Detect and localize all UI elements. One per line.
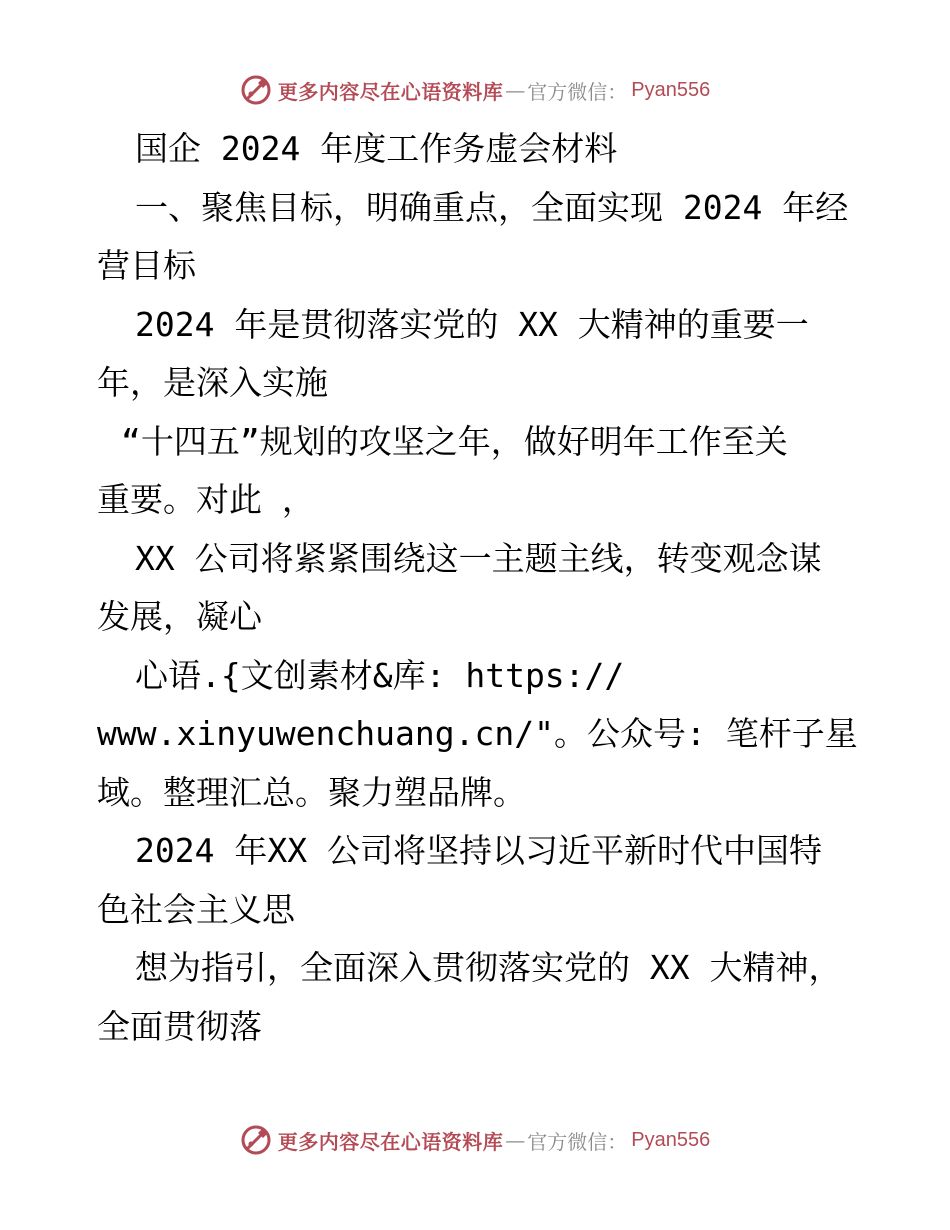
paragraph-line: “十四五”规划的攻坚之年，做好明年工作至关: [121, 421, 788, 461]
brand-logo-icon: [240, 1124, 272, 1156]
paragraph-line: 年，是深入实施: [97, 363, 328, 402]
paragraph-line: 心语.{文创素材&库: https://: [135, 655, 625, 695]
document-title: 国企 2024 年度工作务虚会材料: [135, 129, 618, 168]
paragraph-line: www.xinyuwenchuang.cn/"。公众号: 笔杆子星: [97, 714, 858, 753]
paragraph-line: 域。整理汇总。聚力塑品牌。: [97, 772, 526, 812]
brand-logo-icon: [240, 74, 272, 106]
banner-main-text: 更多内容尽在心语资料库: [277, 1129, 504, 1154]
banner-wechat-id: Pyan556: [631, 1128, 711, 1151]
banner-main-text: 更多内容尽在心语资料库: [277, 79, 504, 104]
paragraph-line: 发展，凝心: [97, 597, 262, 636]
paragraph-line: 重要。对此 ，: [97, 480, 315, 519]
paragraph-line: XX 公司将紧紧围绕这一主题主线，转变观念谋: [135, 538, 822, 578]
paragraph-line: 色社会主义思: [97, 889, 295, 929]
section-heading: 一、聚焦目标，明确重点，全面实现 2024 年经: [135, 187, 849, 227]
banner-separator: —: [505, 78, 526, 102]
paragraph-line: 2024 年XX 公司将坚持以习近平新时代中国特: [135, 831, 822, 870]
paragraph-line: 想为指引，全面深入贯彻落实党的 XX 大精神，: [135, 948, 842, 987]
document-body: [97, 120, 857, 1056]
section-heading-cont: 营目标: [97, 246, 196, 285]
paragraph-line: 全面贯彻落: [97, 1006, 262, 1046]
banner-wechat-id: Pyan556: [631, 78, 711, 101]
banner-separator: —: [505, 1128, 526, 1152]
banner-wechat-label: 官方微信：: [527, 79, 628, 104]
paragraph-line: 2024 年是贯彻落实党的 XX 大精神的重要一: [135, 304, 809, 344]
footer-watermark-banner: [0, 1120, 950, 1160]
header-watermark-banner: [0, 70, 950, 110]
banner-wechat-label: 官方微信：: [527, 1129, 628, 1154]
